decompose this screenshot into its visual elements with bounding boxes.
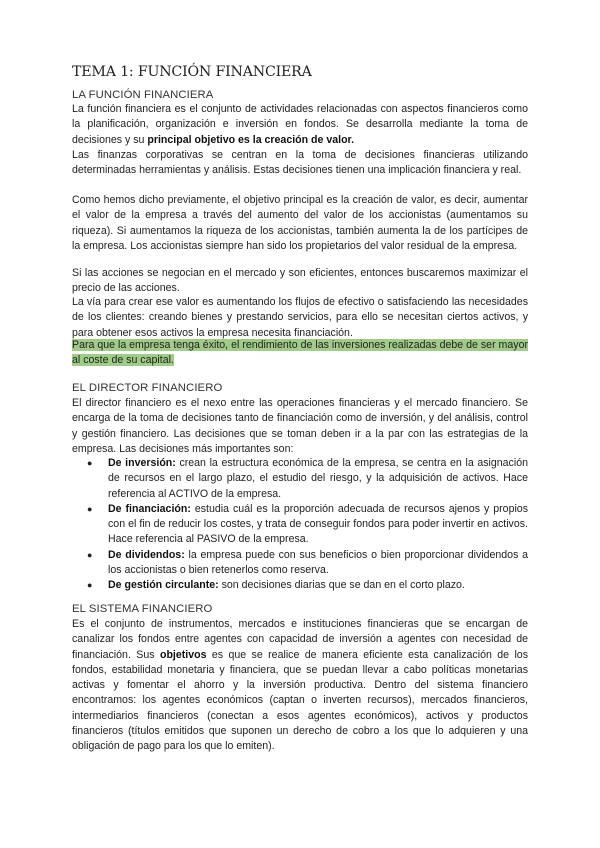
document-title: TEMA 1: FUNCIÓN FINANCIERA — [72, 64, 312, 80]
text-span: Es el conjunto de instrumentos, mercados e instituciones financieras que se encargan de canalizar los fondos entre agentes con capacidad de inversión a agentes con necesidad de financiación. Sus — [72, 618, 528, 661]
text-span: es que se realice de manera eficiente esta canalización de los fondos, estabilidad monetaria y financiera, que se puedan llevar a cabo políticas monetarias activas y fomentar el ahorro y la inversión productiva. Dentro del sistema financiero encontramos: los agentes económicos (captan o inverten recursos), mercados financieros, intermediarios financieros (conectan a esos agentes económicos), activos y productos financieros (títulos emitidos que suponen un derecho de cobro a los que lo adquieren y una obligación de pago para los que lo emiten). — [72, 648, 528, 752]
decisions-list — [72, 456, 528, 593]
section-1-paragraph-5: La vía para crear ese valor es aumentando los flujos de efectivo o satisfaciendo las necesidades de los clientes: creando bienes y prestando servicios, para ello se necesitan ciertos activos, y para obtener esos activos la empresa necesita financiación. — [72, 296, 528, 339]
bullet-icon: ● — [87, 503, 93, 514]
text-span: son decisiones diarias que se dan en el corto plazo. — [218, 579, 465, 591]
section-3-paragraph-1 — [72, 617, 528, 754]
text-span: La función financiera es el conjunto de actividades relacionadas con aspectos financieros como la planificación, organización e inversión en fondos. Se desarrolla mediante la toma de decisiones y su — [72, 103, 528, 146]
section-heading-sistema-financiero: EL SISTEMA FINANCIERO — [72, 603, 213, 615]
bullet-icon: ● — [87, 458, 93, 468]
bold-text: De gestión circulante: — [108, 579, 219, 591]
list-item — [72, 502, 528, 548]
bold-text: principal objetivo es la creación de valor. — [147, 133, 355, 146]
section-1-paragraph-2: Las finanzas corporativas se centran en la toma de decisiones financieras utilizando determinadas herramientas y análisis. Estas decisiones tienen una implicación financiera y real. — [72, 149, 528, 177]
text-span: estudia cuál es la proporción adecuada de recursos ajenos y propios con el fin de reducir los costes, y trata de conseguir fondos para poder invertir en activos. Hace referencia al PASIVO de la empresa. — [108, 502, 528, 546]
section-1-paragraph-1 — [72, 102, 528, 148]
section-heading-director-financiero: EL DIRECTOR FINANCIERO — [72, 382, 223, 394]
bullet-icon: ● — [87, 549, 93, 560]
section-heading-funcion-financiera: LA FUNCIÓN FINANCIERA — [72, 89, 214, 101]
bold-text: De inversión: — [108, 457, 176, 469]
list-item — [72, 548, 528, 579]
highlighted-text: Para que la empresa tenga éxito, el rendimiento de las inversiones realizadas debe de ser mayor al coste de su capital. — [72, 339, 528, 367]
section-1-paragraph-6 — [72, 338, 528, 369]
bullet-icon: ● — [87, 580, 93, 590]
text-span: la empresa puede con sus beneficios o bien proporcionar dividendos a los accionistas o bien retenerlos como reserva. — [108, 548, 528, 576]
list-item — [72, 578, 528, 593]
section-2-paragraph-1: El director financiero es el nexo entre las operaciones financieras y el mercado financiero. Se encarga de la toma de decisiones tanto de financiación como de inversión, y del análisis, control y gestión financiero. Las decisiones que se toman deben ir a la par con las estrategias de la empresa. Las decisiones más importantes son: — [72, 397, 528, 455]
bold-text: De financiación: — [108, 502, 191, 515]
text-span: crean la estructura económica de la empresa, se centra en la asignación de recursos en el largo plazo, el estudio del riesgo, y la adquisición de activos. Hace referencia al ACTIVO de la empresa. — [108, 457, 528, 500]
bold-text: De dividendos: — [108, 548, 185, 561]
bold-text: objetivos — [159, 648, 207, 661]
section-1-paragraph-3: Como hemos dicho previamente, el objetivo principal es la creación de valor, es decir, aumentar el valor de la empresa a través del aumento del valor de los accionistas (aumentamos su riqueza). Si aumentamos la riqueza de los accionistas, también aumenta la de los partícipes de la empresa. Los accionistas siempre han sido los propietarios del valor residual de la empresa. — [72, 194, 528, 252]
section-1-paragraph-4: Si las acciones se negocian en el mercado y son eficientes, entonces buscaremos maximizar el precio de las acciones. — [72, 267, 528, 295]
list-item — [72, 456, 528, 502]
